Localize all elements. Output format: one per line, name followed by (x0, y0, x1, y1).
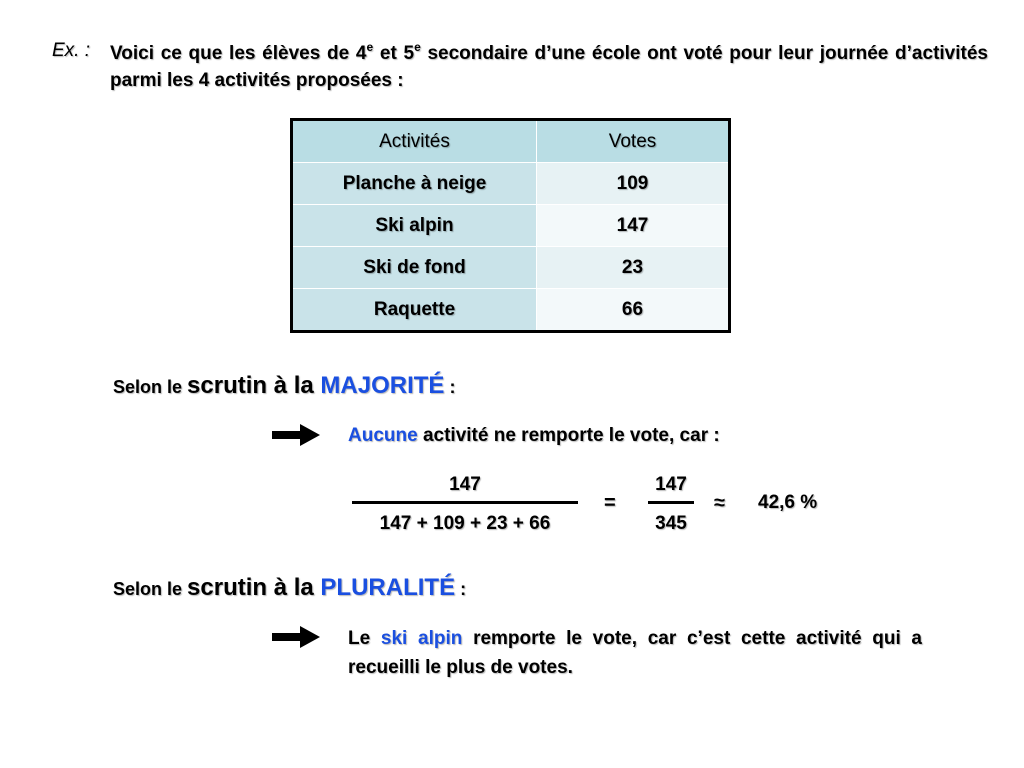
activity-cell: Ski de fond (292, 247, 537, 289)
table-row (292, 247, 730, 289)
votes-table (290, 118, 731, 333)
votes-cell: 147 (537, 205, 730, 247)
plurality-highlight: ski alpin (380, 628, 463, 649)
table-row (292, 289, 730, 332)
equals-sign: = (604, 492, 616, 514)
intro-text-1: Voici ce que les élèves de 4 (110, 43, 367, 64)
majority-prefix: Selon le (113, 377, 188, 397)
plurality-prefix: Selon le (113, 579, 188, 599)
majority-conclusion (348, 425, 720, 447)
example-label: Ex. : (52, 40, 91, 61)
intro-superscript-1: e (366, 40, 374, 54)
majority-term: scrutin à la (187, 372, 321, 399)
votes-cell: 109 (537, 163, 730, 205)
majority-keyword: MAJORITÉ (320, 372, 445, 399)
plurality-text-end: remporte le vote, car c’est cette activité qui a recueilli le plus de votes. (348, 628, 923, 678)
intro-text-3: secondaire d’une école ont voté pour leur journée d’activités parmi les 4 activités proposées : (110, 43, 988, 91)
plurality-conclusion (348, 624, 922, 682)
plurality-term: scrutin à la (187, 574, 321, 601)
plurality-suffix: : (455, 579, 467, 599)
table-header-row (292, 120, 730, 163)
fraction1-numerator: 147 (449, 474, 481, 495)
arrow-right-icon (272, 626, 320, 648)
majority-result: 42,6 % (758, 492, 818, 513)
header-votes: Votes (537, 120, 730, 163)
arrow-right-icon (272, 424, 320, 446)
intro-paragraph (110, 40, 988, 94)
intro-superscript-2: e (414, 40, 421, 54)
fraction2-numerator: 147 (655, 474, 687, 495)
majority-suffix: : (444, 377, 456, 397)
majority-heading (113, 372, 455, 400)
fraction2-denominator: 345 (655, 513, 687, 534)
activity-cell: Raquette (292, 289, 537, 332)
fraction1-bar (352, 501, 578, 504)
table-row (292, 163, 730, 205)
header-activities: Activités (292, 120, 537, 163)
table-row (292, 205, 730, 247)
plurality-heading (113, 574, 466, 602)
approx-sign: ≈ (714, 492, 725, 514)
fraction2-bar (648, 501, 694, 504)
activity-cell: Planche à neige (292, 163, 537, 205)
plurality-keyword: PLURALITÉ (320, 574, 456, 601)
majority-highlight: Aucune (348, 425, 418, 446)
majority-text: activité ne remporte le vote, car : (417, 425, 720, 446)
activity-cell: Ski alpin (292, 205, 537, 247)
intro-text-2: et 5 (373, 43, 415, 64)
votes-cell: 66 (537, 289, 730, 332)
fraction1-denominator: 147 + 109 + 23 + 66 (379, 513, 551, 534)
plurality-text-start: Le (348, 628, 381, 649)
votes-cell: 23 (537, 247, 730, 289)
